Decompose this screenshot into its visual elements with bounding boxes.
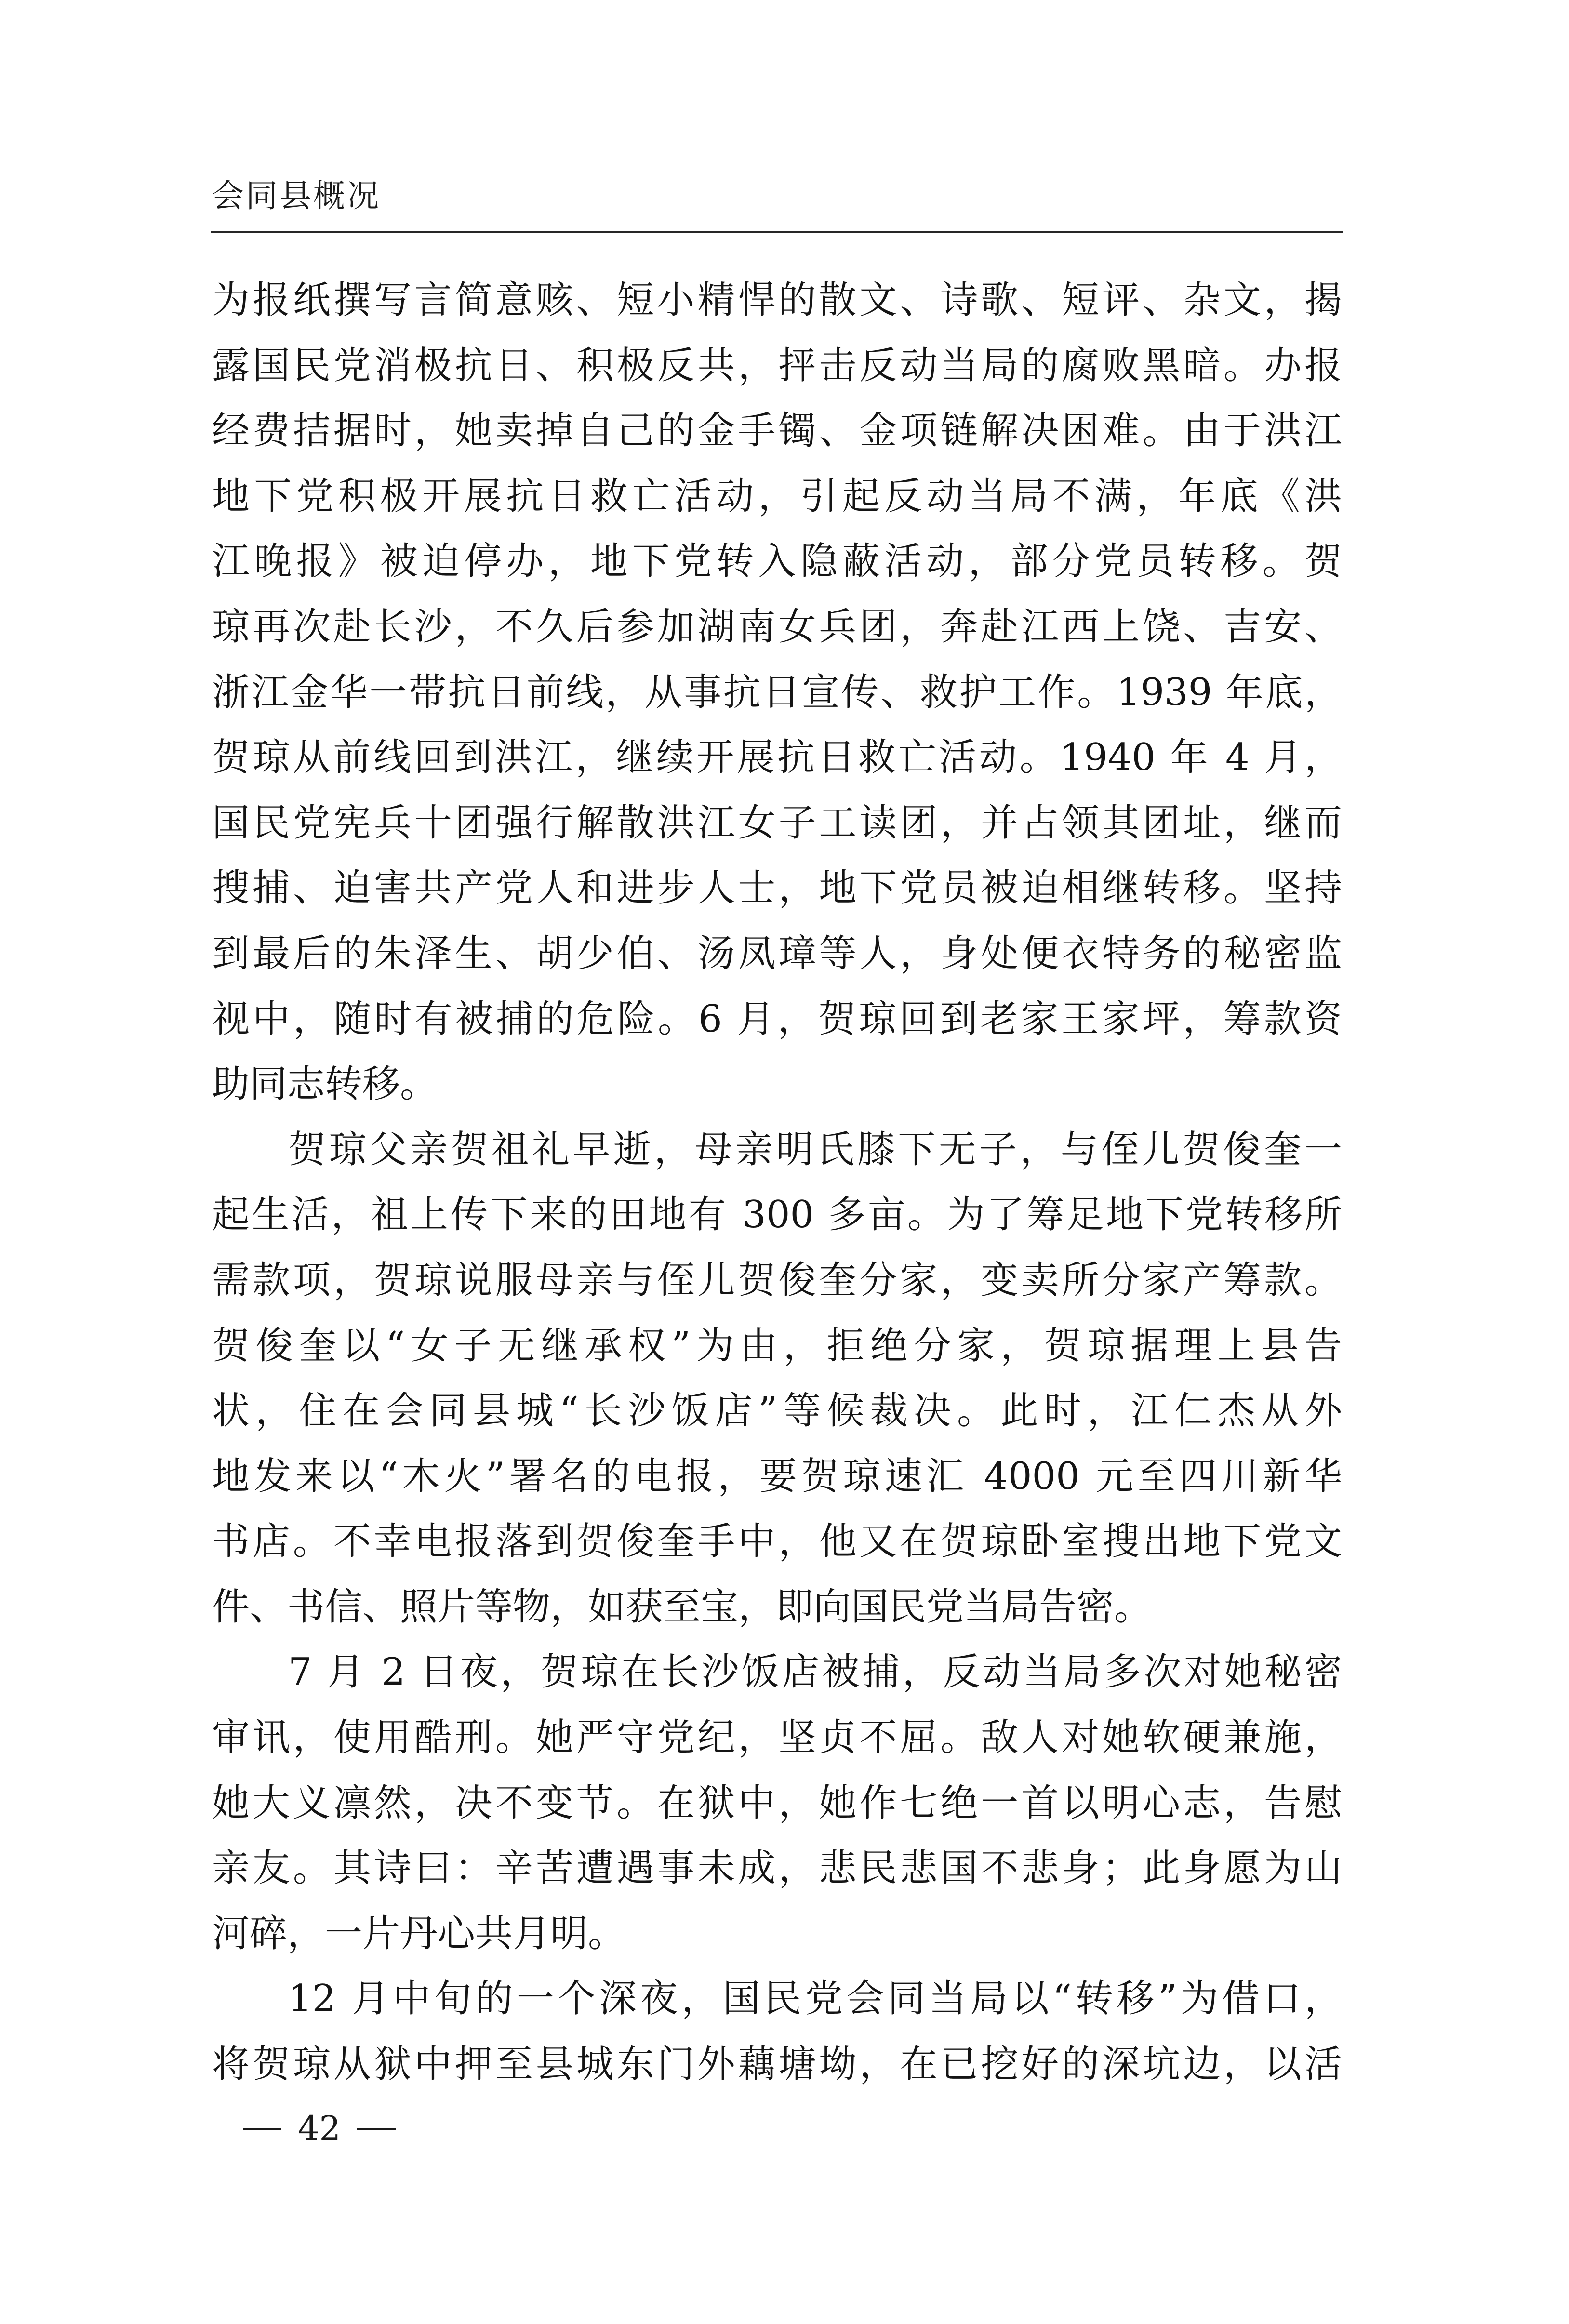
paragraph-end-line: 件、书信、照片等物，如获至宝，即向国民党当局告密。 [212, 1585, 1152, 1629]
page-number-dash-right [357, 2128, 396, 2130]
header-rule-divider [211, 231, 1343, 233]
page-number-value: 42 [298, 2109, 341, 2148]
text-line: 状，住在会同县城“长沙饭店”等候裁决。此时，江仁杰从外 [212, 1389, 1342, 1433]
text-line: 浙江金华一带抗日前线，从事抗日宣传、救护工作。1939 年底， [212, 670, 1342, 714]
text-line: 需款项，贺琼说服母亲与侄儿贺俊奎分家，变卖所分家产筹款。 [212, 1258, 1342, 1302]
text-line: 露国民党消极抗日、积极反共，抨击反动当局的腐败黑暗。办报 [212, 344, 1342, 387]
text-line: 地发来以“木火”署名的电报，要贺琼速汇 4000 元至四川新华 [212, 1454, 1342, 1498]
text-line: 书店。不幸电报落到贺俊奎手中，他又在贺琼卧室搜出地下党文 [212, 1520, 1342, 1564]
text-line: 地下党积极开展抗日救亡活动，引起反动当局不满，年底《洪 [212, 474, 1342, 518]
text-line: 亲友。其诗曰：辛苦遭遇事未成，悲民悲国不悲身；此身愿为山 [212, 1846, 1342, 1890]
page-number-dash-left [243, 2128, 281, 2130]
text-line: 国民党宪兵十团强行解散洪江女子工读团，并占领其团址，继而 [212, 801, 1342, 845]
text-line: 审讯，使用酷刑。她严守党纪，坚贞不屈。敌人对她软硬兼施， [212, 1716, 1342, 1760]
text-line: 搜捕、迫害共产党人和进步人士，地下党员被迫相继转移。坚持 [212, 866, 1342, 910]
text-line: 经费拮据时，她卖掉自己的金手镯、金项链解决困难。由于洪江 [212, 409, 1342, 453]
body-text [212, 268, 1342, 2098]
text-line: 贺琼从前线回到洪江，继续开展抗日救亡活动。1940 年 4 月， [212, 736, 1342, 780]
paragraph-first-line: 12 月中旬的一个深夜，国民党会同当局以“转移”为借口， [288, 1977, 1342, 2021]
running-head-title: 会同县概况 [212, 177, 381, 214]
text-line: 贺俊奎以“女子无继承权”为由，拒绝分家，贺琼据理上县告 [212, 1324, 1342, 1368]
text-line: 为报纸撰写言简意赅、短小精悍的散文、诗歌、短评、杂文，揭 [212, 279, 1342, 322]
page-number [226, 2107, 412, 2150]
paragraph-end-line: 河碎，一片丹心共月明。 [212, 1912, 626, 1955]
text-line: 到最后的朱泽生、胡少伯、汤凤璋等人，身处便衣特务的秘密监 [212, 931, 1342, 975]
paragraph-end-line: 助同志转移。 [212, 1062, 438, 1106]
text-line: 她大义凛然，决不变节。在狱中，她作七绝一首以明心志，告慰 [212, 1781, 1342, 1825]
text-line: 琼再次赴长沙，不久后参加湖南女兵团，奔赴江西上饶、吉安、 [212, 605, 1342, 649]
paragraph-first-line: 贺琼父亲贺祖礼早逝，母亲明氏膝下无子，与侄儿贺俊奎一 [288, 1128, 1342, 1171]
text-line: 将贺琼从狱中押至县城东门外藕塘坳，在已挖好的深坑边，以活 [212, 2043, 1342, 2086]
paragraph-first-line: 7 月 2 日夜，贺琼在长沙饭店被捕，反动当局多次对她秘密 [288, 1650, 1342, 1694]
text-line: 视中，随时有被捕的危险。6 月，贺琼回到老家王家坪，筹款资 [212, 997, 1342, 1041]
text-line: 起生活，祖上传下来的田地有 300 多亩。为了筹足地下党转移所 [212, 1193, 1342, 1237]
text-line: 江晚报》被迫停办，地下党转入隐蔽活动，部分党员转移。贺 [212, 540, 1342, 584]
